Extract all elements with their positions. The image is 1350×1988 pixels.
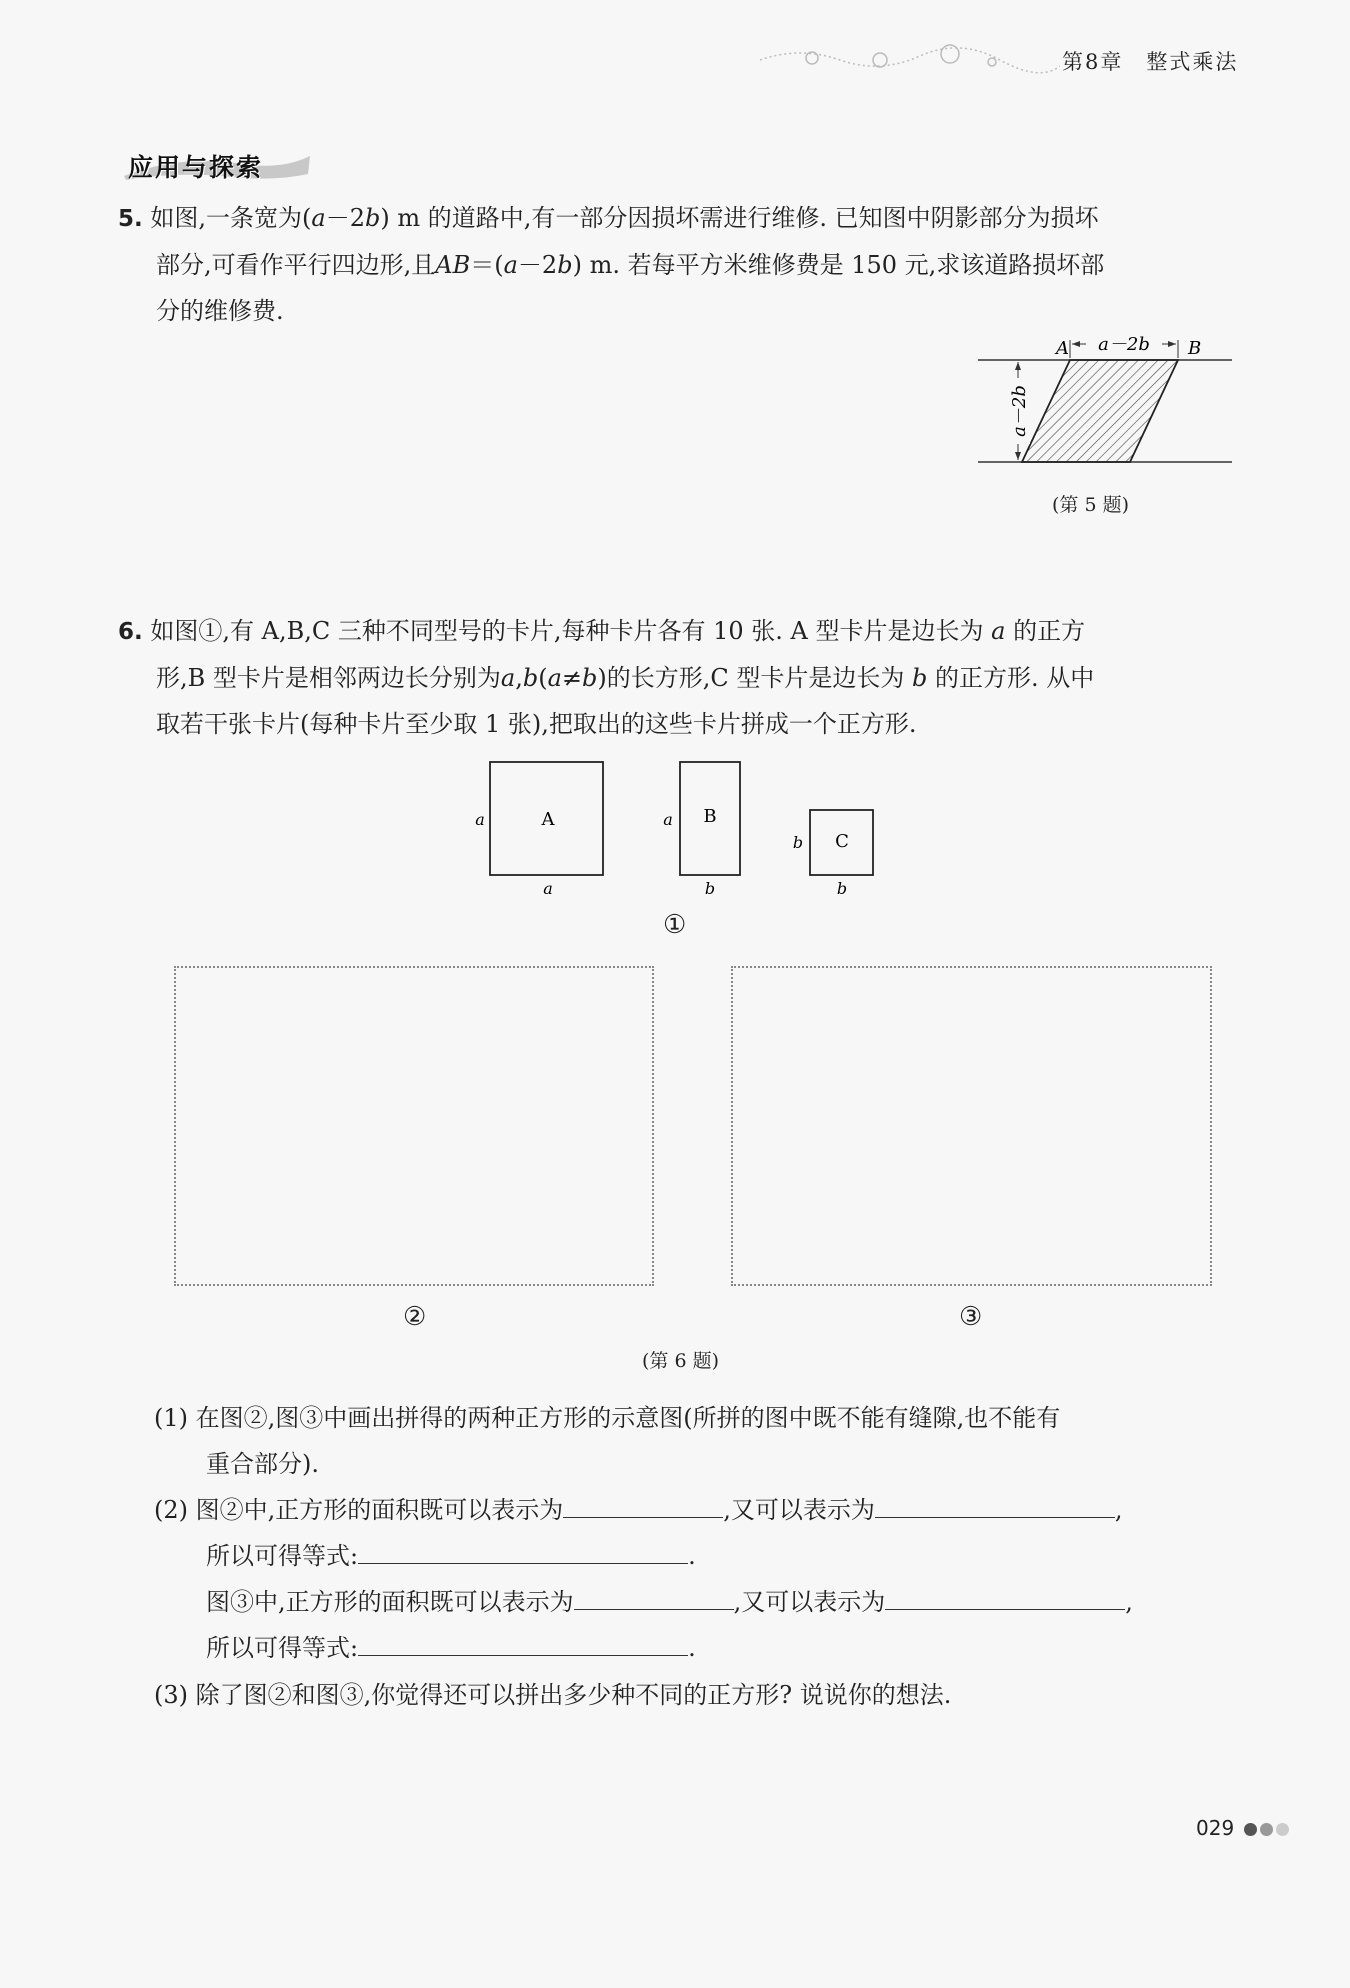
sub-question-3: (3) 除了图②和图③,你觉得还可以拼出多少种不同的正方形? 说说你的想法. xyxy=(154,1681,952,1709)
svg-text:A: A xyxy=(541,809,555,830)
card-a xyxy=(475,762,603,898)
svg-text:b: b xyxy=(704,879,716,898)
damaged-parallelogram xyxy=(1022,360,1178,462)
figure-1-label: ① xyxy=(663,910,687,940)
question-number: 5. xyxy=(118,206,143,232)
sub-question-1: (1) 在图②,图③中画出拼得的两种正方形的示意图(所拼的图中既不能有缝隙,也不能有 重合部分). xyxy=(154,1404,1061,1478)
answer-blank-3c[interactable] xyxy=(358,1625,688,1656)
point-a-label: A xyxy=(1056,338,1069,359)
figure-3-label: ③ xyxy=(959,1302,983,1332)
page-number: 029 xyxy=(1196,1816,1289,1840)
figure-1-cards xyxy=(460,750,890,900)
question-number: 6. xyxy=(118,619,143,645)
page-dot-icon xyxy=(1276,1823,1289,1836)
point-b-label: B xyxy=(1188,338,1202,359)
answer-blank-2b[interactable] xyxy=(875,1487,1115,1518)
top-dimension-label: a－2b xyxy=(1098,334,1150,355)
drawing-area-2[interactable] xyxy=(174,966,654,1286)
chapter-title: 第8章 整式乘法 xyxy=(1062,50,1239,74)
svg-text:b: b xyxy=(792,833,804,852)
figure-6-caption: (第 6 题) xyxy=(642,1350,719,1372)
question-6: 6. 如图①,有 A,B,C 三种不同型号的卡片,每种卡片各有 10 张. A 型卡片是边长为 a 的正方 形,B 型卡片是相邻两边长分别为a,b(a≠b)的长方形,C 型卡片是边长为 b 的正方形. 从中 取若干张卡片(每种卡片至少取 1 张),把取出的这些卡片拼成一个正方形. xyxy=(118,617,1095,738)
figure-5-caption: (第 5 题) xyxy=(1052,494,1129,516)
answer-blank-2a[interactable] xyxy=(563,1487,723,1518)
question-5: 5. 如图,一条宽为(a－2b) m 的道路中,有一部分因损坏需进行维修. 已知图中阴影部分为损坏 部分,可看作平行四边形,且AB＝(a－2b) m. 若每平方米维修费是 150 元,求该道路损坏部 分的维修费. xyxy=(118,204,1105,325)
svg-text:B: B xyxy=(703,806,717,827)
road-figure xyxy=(970,330,1240,470)
page-dot-icon xyxy=(1244,1823,1257,1836)
side-dimension-label: a－2b xyxy=(1009,385,1030,437)
svg-text:a: a xyxy=(543,879,553,898)
svg-text:b: b xyxy=(836,879,848,898)
section-title: 应用与探索 xyxy=(128,153,264,182)
answer-blank-3a[interactable] xyxy=(574,1579,734,1610)
svg-text:C: C xyxy=(835,831,849,852)
svg-text:a: a xyxy=(475,810,485,829)
card-c xyxy=(793,810,873,898)
page-dot-icon xyxy=(1260,1823,1273,1836)
drawing-area-3[interactable] xyxy=(731,966,1212,1286)
figure-2-label: ② xyxy=(403,1302,427,1332)
svg-text:a: a xyxy=(663,810,673,829)
answer-blank-3b[interactable] xyxy=(885,1579,1125,1610)
answer-blank-2c[interactable] xyxy=(358,1533,688,1564)
header-decoration xyxy=(760,38,1060,78)
sub-question-2: (2) 图②中,正方形的面积既可以表示为 ,又可以表示为 , 所以可得等式: . 图③中,正方形的面积既可以表示为 ,又可以表示为 , 所以可得等式: . xyxy=(154,1487,1133,1671)
card-b xyxy=(663,762,740,898)
